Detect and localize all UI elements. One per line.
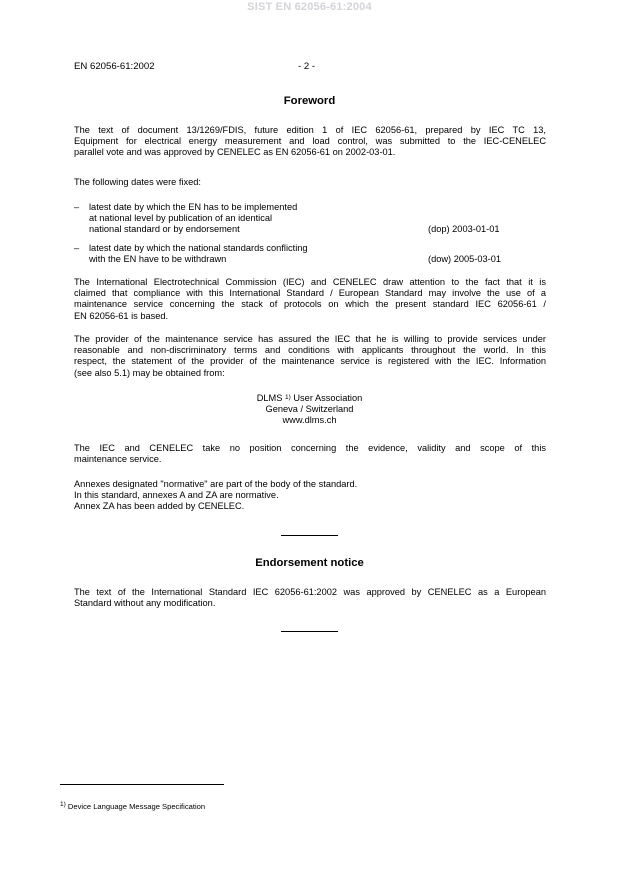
text-line: The provider of the maintenance service has assured the IEC that he is willing to provide services under [74, 334, 546, 344]
text-line: The following dates were fixed: [74, 177, 201, 187]
text-line: claimed that compliance with this International Standard / European Standard may involve the use of a [74, 288, 546, 299]
text-line: The IEC and CENELEC take no position concerning the evidence, validity and scope of this [74, 443, 546, 453]
watermark: SIST EN 62056-61:2004 [247, 1, 372, 13]
text-line: reasonable and non-discriminatory terms and conditions with applicants throughout the world. In this [74, 345, 546, 356]
text-line: The International Electrotechnical Commission (IEC) and CENELEC draw attention to the fact that it is [74, 277, 546, 287]
section-divider [281, 535, 338, 536]
text-line: latest date by which the EN has to be implemented [89, 202, 298, 212]
text-line: (see also 5.1) may be obtained from: [74, 367, 225, 378]
text-line: parallel vote and was approved by CENELEC as EN 62056-61 on 2002-03-01. [74, 147, 396, 158]
footnote [60, 802, 205, 811]
dates-intro [74, 177, 546, 188]
text-line: at national level by publication of an identical [89, 213, 273, 224]
foreword-paragraph-2 [74, 277, 546, 322]
address-name [0, 393, 619, 404]
text-line: EN 62056-61 is based. [74, 310, 169, 321]
org-name-rest: User Association [290, 393, 363, 403]
text-line: maintenance service concerning the stack of protocols on which the present standard IEC 62056-61 / [74, 299, 546, 310]
foreword-paragraph-3 [74, 334, 546, 379]
text-line: Equipment for electrical energy measurement and load control, was submitted to the IEC-CENELEC [74, 136, 546, 147]
endorsement-paragraph [74, 587, 546, 609]
footnote-text: Device Language Message Specification [65, 802, 206, 811]
org-name: DLMS [256, 393, 283, 403]
address-block [0, 393, 619, 427]
address-city: Geneva / Switzerland [265, 404, 354, 415]
text-line: Annex ZA has been added by CENELEC. [74, 501, 245, 512]
footnote-number: 1) [60, 801, 66, 808]
text-line: The text of the International Standard IEC 62056-61:2002 was approved by CENELEC as a European [74, 587, 546, 597]
text-line: Annexes designated "normative" are part of the body of the standard. [74, 479, 358, 489]
text-line: The text of document 13/1269/FDIS, future edition 1 of IEC 62056-61, prepared by IEC TC 13, [74, 125, 546, 135]
list-dash: – [74, 243, 80, 253]
text-line: latest date by which the national standards conflicting [89, 243, 308, 253]
foreword-paragraph-1 [74, 125, 546, 159]
date-value: (dop) 2003-01-01 [428, 224, 500, 235]
text-line: national standard or by endorsement [89, 224, 240, 235]
date-item-dop [74, 202, 546, 236]
list-dash: – [74, 202, 80, 212]
text-line: respect, the statement of the provider of the maintenance service is registered with the IEC. Information [74, 356, 546, 367]
text-line: In this standard, annexes A and ZA are normative. [74, 490, 279, 501]
text-line: maintenance service. [74, 454, 162, 465]
date-item-dow [74, 243, 546, 266]
foreword-title: Foreword [283, 95, 336, 107]
footnote-separator [60, 784, 224, 785]
foreword-paragraph-4 [74, 443, 546, 465]
address-web: www.dlms.ch [282, 415, 337, 426]
text-line: Standard without any modification. [74, 598, 216, 609]
section-divider [281, 631, 338, 632]
foreword-paragraph-5 [74, 479, 546, 513]
document-id: EN 62056-61:2002 [74, 61, 155, 72]
date-value: (dow) 2005-03-01 [428, 254, 502, 265]
footnote-ref: 1) [285, 394, 291, 401]
endorsement-title: Endorsement notice [255, 557, 364, 569]
page-number: - 2 - [298, 61, 316, 72]
text-line: with the EN have to be withdrawn [89, 254, 227, 265]
